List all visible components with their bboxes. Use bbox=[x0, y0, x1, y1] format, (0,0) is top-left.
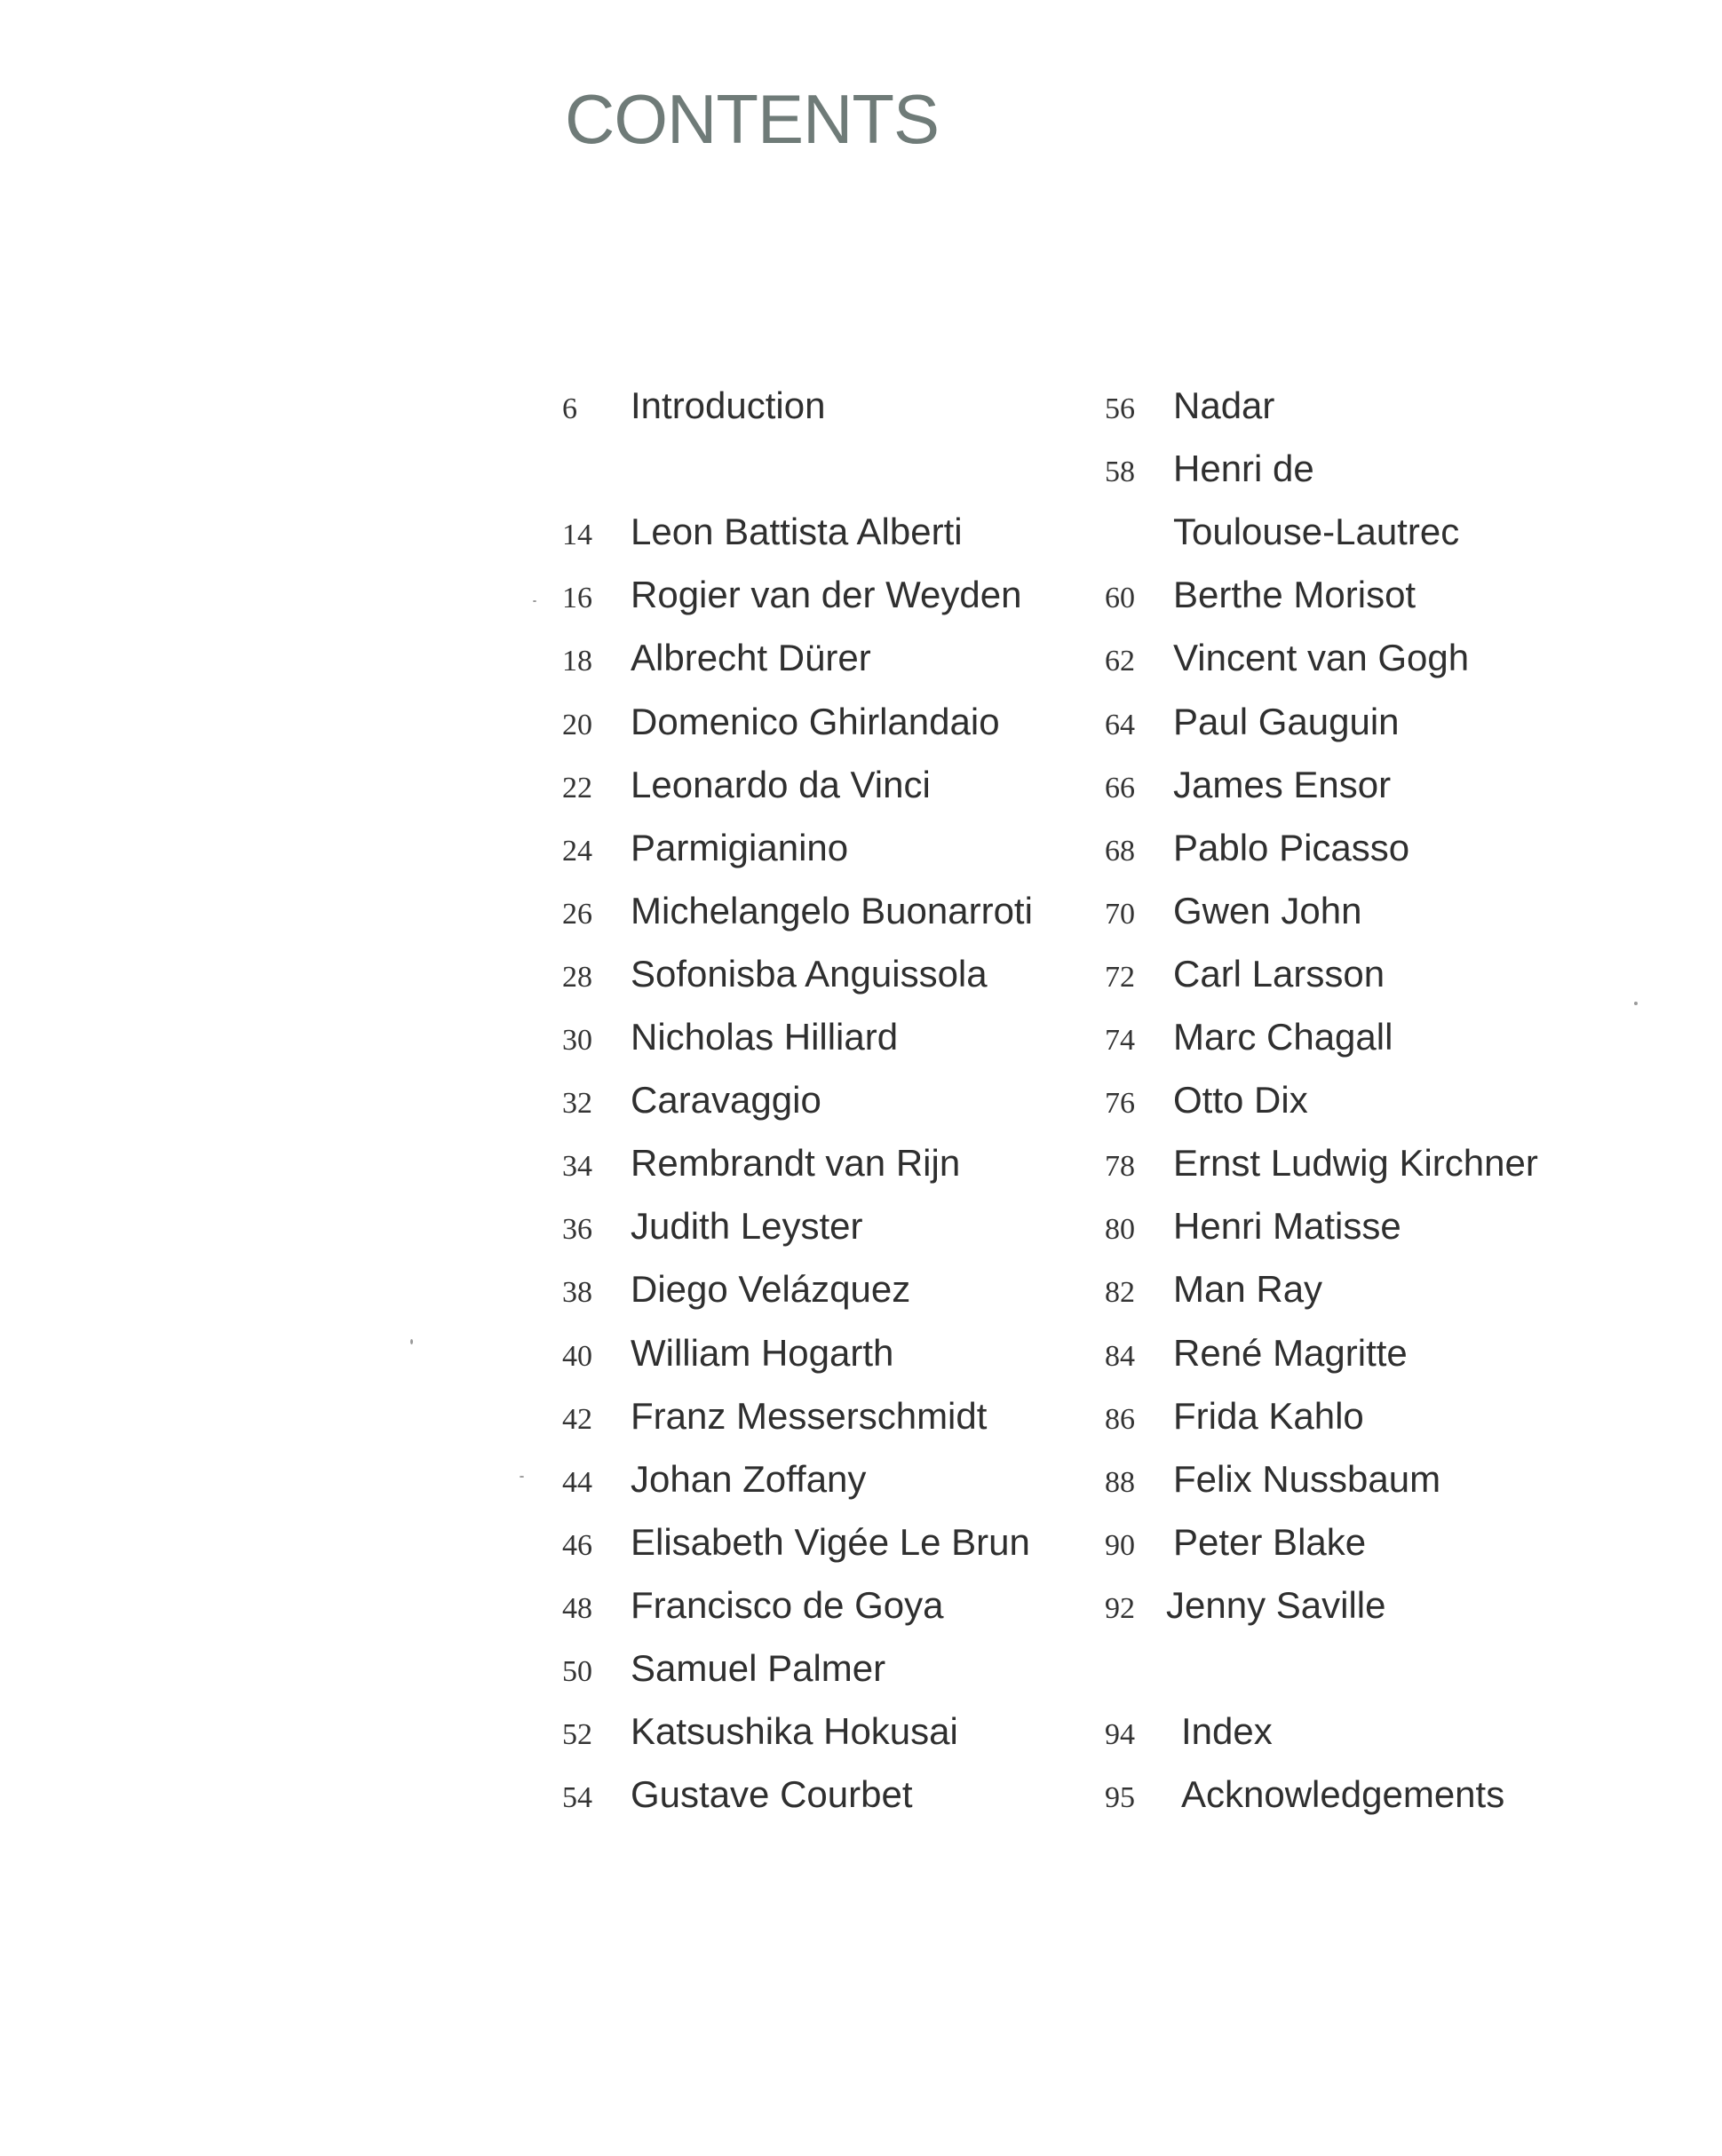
toc-entry-title: James Ensor bbox=[1173, 764, 1392, 805]
toc-page-number: 66 bbox=[1105, 772, 1135, 805]
toc-page-number: 34 bbox=[562, 1150, 592, 1183]
toc-entry-title: Carl Larsson bbox=[1173, 953, 1385, 995]
toc-page-number: 84 bbox=[1105, 1340, 1135, 1373]
toc-entry-title: Sofonisba Anguissola bbox=[631, 953, 988, 995]
toc-page-number: 46 bbox=[562, 1529, 592, 1562]
toc-page-number: 94 bbox=[1105, 1718, 1135, 1751]
toc-entry-title: Berthe Morisot bbox=[1173, 574, 1416, 615]
toc-page-number: 40 bbox=[562, 1340, 592, 1373]
toc-entry-title: Leonardo da Vinci bbox=[631, 764, 931, 805]
toc-entry-title: Michelangelo Buonarroti bbox=[631, 890, 1033, 931]
toc-page-number: 22 bbox=[562, 772, 592, 805]
scan-speck bbox=[520, 1476, 524, 1478]
scan-speck bbox=[410, 1339, 413, 1344]
toc-page-number: 68 bbox=[1105, 835, 1135, 868]
toc-page-number: 24 bbox=[562, 835, 592, 868]
toc-entry-title: Felix Nussbaum bbox=[1173, 1458, 1441, 1500]
toc-entry-title: Domenico Ghirlandaio bbox=[631, 701, 1000, 742]
toc-entry-title: Leon Battista Alberti bbox=[631, 511, 963, 552]
toc-entry-title: William Hogarth bbox=[631, 1332, 894, 1374]
toc-page-number: 60 bbox=[1105, 582, 1135, 614]
toc-entry-title: Francisco de Goya bbox=[631, 1584, 944, 1626]
toc-entry-title: Rogier van der Weyden bbox=[631, 574, 1022, 615]
toc-entry-title: Vincent van Gogh bbox=[1173, 637, 1470, 678]
toc-page-number: 54 bbox=[562, 1781, 592, 1814]
toc-entry-title: Samuel Palmer bbox=[631, 1647, 886, 1689]
scan-speck bbox=[1634, 1002, 1638, 1005]
toc-entry-title: Nadar bbox=[1173, 384, 1275, 426]
toc-page-number: 74 bbox=[1105, 1024, 1135, 1057]
toc-entry-title: Toulouse-Lautrec bbox=[1173, 511, 1460, 552]
scan-speck bbox=[533, 600, 536, 602]
toc-entry-title: Diego Velázquez bbox=[631, 1268, 911, 1310]
toc-page-number: 62 bbox=[1105, 645, 1135, 678]
toc-page-number: 16 bbox=[562, 582, 592, 614]
toc-page-number: 44 bbox=[562, 1466, 592, 1499]
toc-page-number: 82 bbox=[1105, 1276, 1135, 1309]
toc-entry-title: Albrecht Dürer bbox=[631, 637, 871, 678]
toc-page-number: 58 bbox=[1105, 456, 1135, 488]
toc-page-number: 52 bbox=[562, 1718, 592, 1751]
toc-page-number: 18 bbox=[562, 645, 592, 678]
toc-page-number: 36 bbox=[562, 1213, 592, 1246]
toc-entry-title: Introduction bbox=[631, 384, 826, 426]
toc-page-number: 42 bbox=[562, 1403, 592, 1436]
toc-entry-title: Gwen John bbox=[1173, 890, 1362, 931]
toc-entry-title: Otto Dix bbox=[1173, 1079, 1308, 1121]
toc-page-number: 20 bbox=[562, 709, 592, 741]
toc-page-number: 76 bbox=[1105, 1087, 1135, 1120]
toc-entry-title: René Magritte bbox=[1173, 1332, 1408, 1374]
toc-page-number: 64 bbox=[1105, 709, 1135, 741]
toc-entry-title: Rembrandt van Rijn bbox=[631, 1142, 961, 1184]
toc-page-number: 86 bbox=[1105, 1403, 1135, 1436]
toc-entry-title: Parmigianino bbox=[631, 827, 849, 868]
toc-entry-title: Paul Gauguin bbox=[1173, 701, 1400, 742]
toc-page-number: 6 bbox=[562, 392, 577, 425]
toc-page-number: 38 bbox=[562, 1276, 592, 1309]
toc-entry-title: Man Ray bbox=[1173, 1268, 1323, 1310]
toc-entry-title: Ernst Ludwig Kirchner bbox=[1173, 1142, 1538, 1184]
toc-entry-title: Judith Leyster bbox=[631, 1205, 863, 1247]
toc-page-number: 32 bbox=[562, 1087, 592, 1120]
toc-entry-title: Henri Matisse bbox=[1173, 1205, 1401, 1247]
toc-page-number: 28 bbox=[562, 961, 592, 994]
toc-entry-title: Franz Messerschmidt bbox=[631, 1395, 988, 1437]
toc-entry-title: Johan Zoffany bbox=[631, 1458, 867, 1500]
toc-page-number: 80 bbox=[1105, 1213, 1135, 1246]
toc-page-number: 92 bbox=[1105, 1592, 1135, 1625]
toc-entry-title: Henri de bbox=[1173, 448, 1314, 489]
toc-page-number: 30 bbox=[562, 1024, 592, 1057]
toc-entry-title: Peter Blake bbox=[1173, 1521, 1367, 1563]
toc-page-number: 56 bbox=[1105, 392, 1135, 425]
toc-entry-title: Pablo Picasso bbox=[1173, 827, 1410, 868]
toc-page-number: 90 bbox=[1105, 1529, 1135, 1562]
toc-entry-title: Nicholas Hilliard bbox=[631, 1016, 899, 1058]
toc-page-number: 26 bbox=[562, 898, 592, 931]
toc-page-number: 78 bbox=[1105, 1150, 1135, 1183]
toc-entry-title: Frida Kahlo bbox=[1173, 1395, 1364, 1437]
toc-entry-title: Gustave Courbet bbox=[631, 1773, 913, 1815]
toc-page-number: 14 bbox=[562, 519, 592, 551]
toc-entry-title: Acknowledgements bbox=[1181, 1773, 1505, 1815]
toc-entry-title: Elisabeth Vigée Le Brun bbox=[631, 1521, 1030, 1563]
toc-page-number: 70 bbox=[1105, 898, 1135, 931]
toc-page-number: 95 bbox=[1105, 1781, 1135, 1814]
toc-page-number: 48 bbox=[562, 1592, 592, 1625]
toc-entry-title: Index bbox=[1181, 1710, 1273, 1752]
toc-page-number: 88 bbox=[1105, 1466, 1135, 1499]
toc-page-number: 50 bbox=[562, 1655, 592, 1688]
toc-entry-title: Jenny Saville bbox=[1166, 1584, 1386, 1626]
toc-entry-title: Marc Chagall bbox=[1173, 1016, 1393, 1058]
page-title: CONTENTS bbox=[565, 80, 939, 158]
toc-page-number: 72 bbox=[1105, 961, 1135, 994]
toc-entry-title: Caravaggio bbox=[631, 1079, 821, 1121]
toc-entry-title: Katsushika Hokusai bbox=[631, 1710, 958, 1752]
